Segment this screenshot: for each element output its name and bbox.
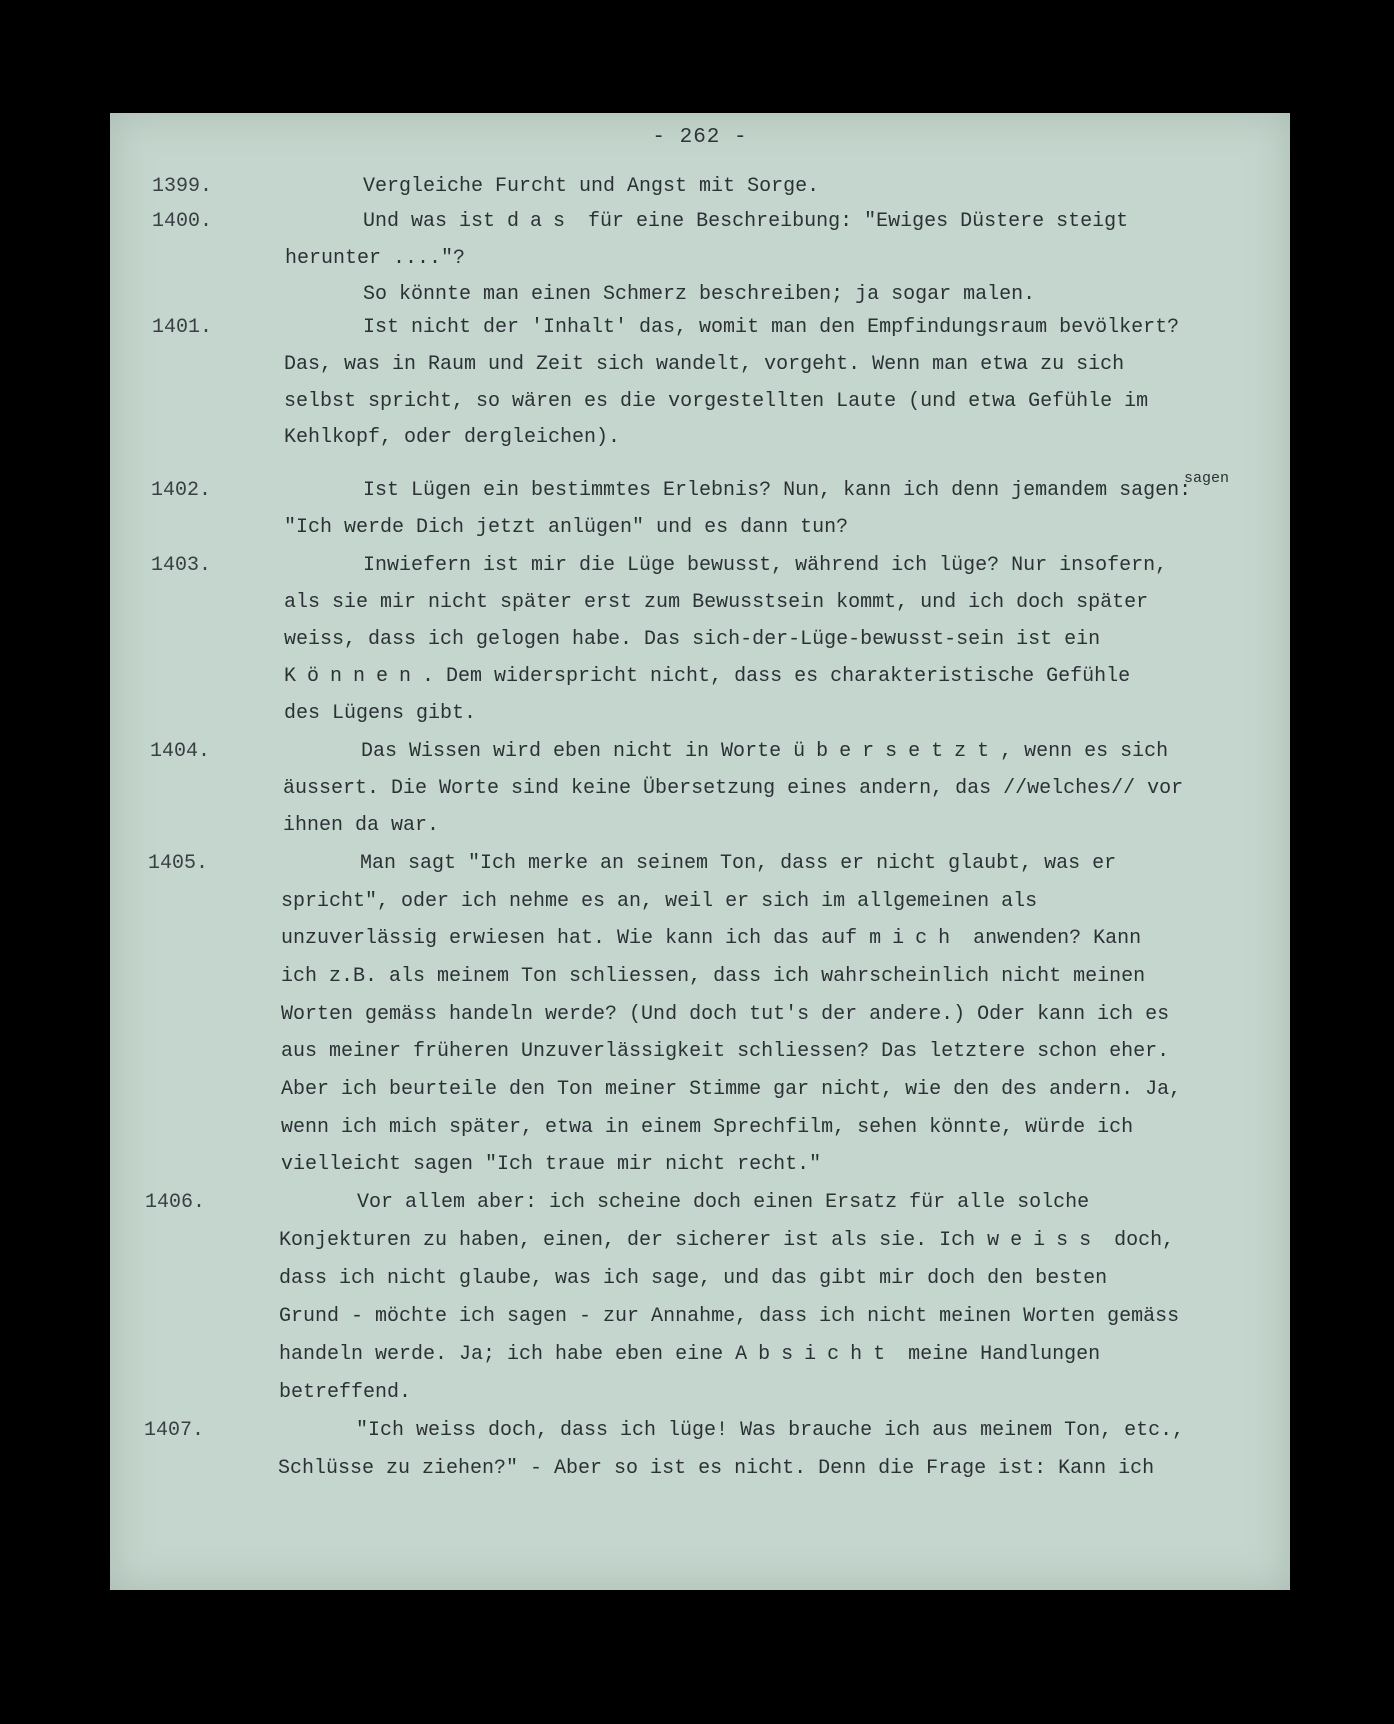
entry-number: 1404. [150,740,211,763]
text-line: dass ich nicht glaube, was ich sage, und das gibt mir doch den besten [279,1267,1108,1290]
spaced-emphasis: Können [284,665,423,688]
text-line: ich z.B. als meinem Ton schliessen, dass ich wahrscheinlich nicht meinen [281,965,1146,988]
text-line: So könnte man einen Schmerz beschreiben; ja sogar malen. [363,283,1036,306]
text-line: Vor allem aber: ich scheine doch einen Ersatz für alle solche [357,1191,1090,1214]
spaced-emphasis: Absicht [735,1343,897,1366]
entry-number: 1399. [152,175,213,198]
text-line: aus meiner früheren Unzuverlässigkeit schliessen? Das letztere schon eher. [281,1040,1170,1063]
page-number: - 262 - [652,126,748,149]
entry-number: 1402. [151,479,212,502]
entry-number: 1405. [148,852,209,875]
text-line: Schlüsse zu ziehen?" - Aber so ist es nicht. Denn die Frage ist: Kann ich [278,1457,1155,1480]
spaced-emphasis: weiss [987,1229,1103,1252]
text-line: Inwiefern ist mir die Lüge bewusst, während ich lüge? Nur insofern, [363,554,1168,577]
spaced-emphasis: das [507,210,577,233]
text-line: Das, was in Raum und Zeit sich wandelt, vorgeht. Wenn man etwa zu sich [284,353,1125,376]
text-line: herunter ...."? [285,247,466,270]
entry-number: 1407. [144,1419,205,1442]
entry-number: 1401. [152,316,213,339]
text-line: spricht", oder ich nehme es an, weil er sich im allgemeinen als [281,890,1038,913]
text-line: Grund - möchte ich sagen - zur Annahme, dass ich nicht meinen Worten gemäss [279,1305,1180,1328]
text-line: Ist nicht der 'Inhalt' das, womit man den Empfindungsraum bevölkert? [363,316,1180,339]
text-line: Ist Lügen ein bestimmtes Erlebnis? Nun, kann ich denn jemandem sagen: [363,479,1192,502]
typescript-page [110,113,1290,1590]
text-line: unzuverlässig erwiesen hat. Wie kann ich das auf mich anwenden? Kann [281,927,1142,950]
entry-number: 1403. [151,554,212,577]
text-line: Aber ich beurteile den Ton meiner Stimme gar nicht, wie den des andern. Ja, [281,1078,1182,1101]
spaced-emphasis: übersetzt [793,740,1001,763]
text-line: wenn ich mich später, etwa in einem Sprechfilm, sehen könnte, würde ich [281,1116,1134,1139]
text-line: selbst spricht, so wären es die vorgestellten Laute (und etwa Gefühle im [284,390,1149,413]
text-line: vielleicht sagen "Ich traue mir nicht recht." [281,1153,822,1176]
text-line: Das Wissen wird eben nicht in Worte übersetzt, wenn es sich [361,740,1169,763]
text-line: weiss, dass ich gelogen habe. Das sich-der-Lüge-bewusst-sein ist ein [284,628,1101,651]
text-line: Vergleiche Furcht und Angst mit Sorge. [363,175,820,198]
text-line: äussert. Die Worte sind keine Übersetzung eines andern, das //welches// vor [283,777,1184,800]
text-line: betreffend. [279,1381,412,1404]
handwritten-insertion: sagen [1184,470,1230,487]
text-line: ihnen da war. [283,814,440,837]
text-line: Und was ist das für eine Beschreibung: "Ewiges Düstere steigt [363,210,1129,233]
text-line: als sie mir nicht später erst zum Bewusstsein kommt, und ich doch später [284,591,1149,614]
text-line: des Lügens gibt. [284,702,477,725]
text-line: "Ich werde Dich jetzt anlügen" und es dann tun? [284,516,849,539]
spaced-emphasis: mich [869,927,962,950]
text-line: Konjekturen zu haben, einen, der sicherer ist als sie. Ich weiss doch, [279,1229,1175,1252]
text-line: Kehlkopf, oder dergleichen). [284,426,621,449]
text-line: handeln werde. Ja; ich habe eben eine Absicht meine Handlungen [279,1343,1101,1366]
entry-number: 1406. [145,1191,206,1214]
entry-number: 1400. [152,210,213,233]
text-line: Man sagt "Ich merke an seinem Ton, dass er nicht glaubt, was er [360,852,1117,875]
text-line: Worten gemäss handeln werde? (Und doch tut's der andere.) Oder kann ich es [281,1003,1170,1026]
text-line: "Ich weiss doch, dass ich lüge! Was brauche ich aus meinem Ton, etc., [356,1419,1185,1442]
text-line: Können. Dem widerspricht nicht, dass es charakteristische Gefühle [284,665,1131,688]
